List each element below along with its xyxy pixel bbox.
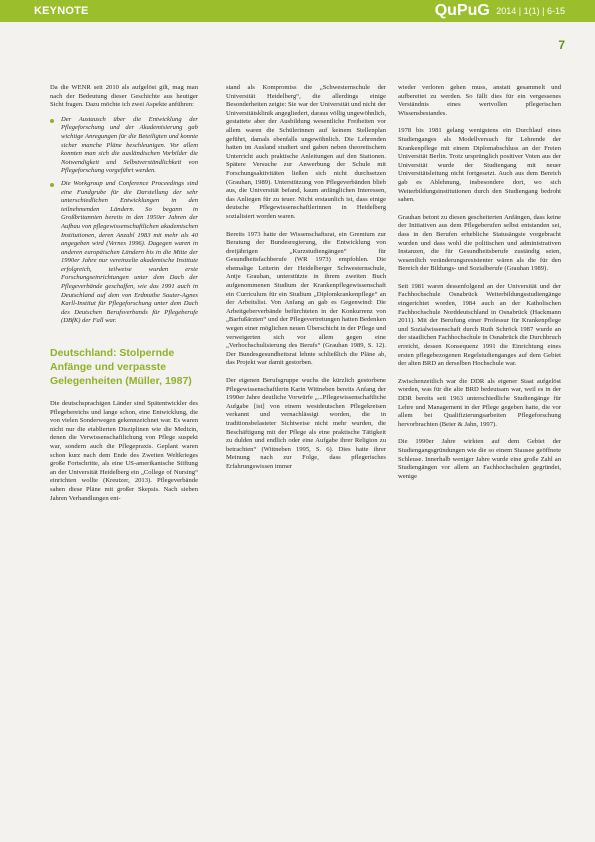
bullet-list bbox=[50, 116, 198, 326]
bullet-dot-icon bbox=[50, 119, 54, 123]
text-column-1 bbox=[50, 84, 198, 509]
bullet-item bbox=[50, 180, 198, 326]
journal-logo: QuPuG bbox=[434, 2, 490, 19]
bullet-text: Der Austausch über die Entwicklung der Pflegeforschung und der Akademisierung gab wichtige Anregungen für die Beteiligten und konnte sicher manche Pläne beschleunigen. Vor allem konnten man sich die ausländischen Vorbilder die Notwendigkeit und Selbstverständlichkeit von Pflegeforschung vorgeführt werden. bbox=[61, 115, 198, 175]
text-column-3 bbox=[398, 84, 561, 487]
body-paragraph: Bereits 1973 hatte der Wissenschaftsrat, ein Gremium zur Beratung der Bundesregierung, die Entwicklung von dreijährigen „Kurzstudiengängen“ für Gesundheitsfachberufe (WR 1973) empfohlen. Die ehemalige Leiterin der Heidelberger Schwesternschule, Antje Grauhan, unterstützte in ihrem zweiten Buch aufgenommenen Studium der Krankenpflegewissenschaft ein Curriculum für ein Studium „Diplomkrankenpflege“ an der Arbeitslist. Von Anfang an gab es Gegenwind: Die Arbeitgeberverbände befürchteten in der Konkurrenz von „Barfußärzten“ und der Pflegevertretungen hatten Bedenken wegen einer möglichen neuen Überschicht in der Pflege und verweigerten sich vor allem gegen eine „Verhochschulisierung des Berufs“ (Grauhan 1989, S. 12). Der Bundesgesundheitsrat lehnte schließlich die Pläne ab, das Projekt war damit gestorben. bbox=[226, 230, 386, 367]
header-bar bbox=[0, 0, 595, 22]
body-paragraph: Zwischenzeitlich war die DDR als eigener Staat aufgelöst worden, was für die alte BRD bedeutsam war, weil es in der DDR bereits seit 1963 unterschiedliche Studiengänge für Lehre und Management in der Pflege gegeben hatte, die vor allem bei Qualifizierungsarbeiten Pflegeforschung hervorbrachten (Beier & Jahn, 1997). bbox=[398, 377, 561, 428]
body-paragraph: stand als Kompromiss die „Schwesternschule der Universität Heidelberg“, die allerdings einige Besonderheiten zeigte: Sie war der Universität und nicht der Universitätsklinik angegliedert, daraus völlig ungewöhnlich, gestattete aber der Ausbildung wesentliche Freiheiten vor allem waren die Schülerinnen auf keinem Stellenplan geführt, damals ebenfalls ungewöhnlich. Die Lehrenden hatten im Ausland studiert und gaben neben theoretischem Unterricht auch praktische Anleitungen auf den Stationen. Spätere Versuche zur Anwerbung der Schule mit Forschungsaktivitäten ließen sich nicht durchsetzen (Grauhan, 1989). Unterstützung von Pflegeverbänden blieb aus, die Universität befand, kaum anfänglichen Interessen, das Anliegen für zu teuer. Nicht erstaunlich ist, dass einige deutsche Pflegewissenschaftlerinnen in Heidelberg sozialisiert worden waren. bbox=[226, 84, 386, 220]
body-paragraph: Die 1990er Jahre wirkten auf dem Gebiet der Studiengangsgründungen wie die so einem Stausee geöffnete Schleuse. Innerhalb weniger Jahre wurde eine große Zahl an Studiengängen vor allem an Fachhochschulen gegründet, wenige bbox=[398, 438, 561, 480]
body-paragraph: 1978 bis 1981 gelang wenigstens ein Durchlauf eines Studienganges als Modellversuch für Lehrende der Krankenpflege mit einem Diplomabschluss an der Freien Universität Berlin. Trotz ursprünglich positiver Voten aus der Universität wurde der Studiengang mit neuer Universitätsleitung nicht fortgesetzt. Auch aus dem Bereich gab es Ablehnung, insbesondere dort, wo sich Weiterbildungsinstitutionen durch den Studiengang bedroht sahen. bbox=[398, 127, 561, 204]
bullet-dot-icon bbox=[50, 183, 54, 187]
bullet-item bbox=[50, 116, 198, 176]
bullet-text: Die Workgroup und Conference Proceedings sind eine Fundgrube für die Darstellung der sehr unterschiedlichen Entwicklungen in den teilnehmenden Ländern. So begann in Großbritannien bereits in den 1950er Jahren der Aufbau von pflegewissenschaftlichen akademischen Institutionen, deren Anzahl 1983 mit mehr als 40 angegeben wird (Vernes 1996). Dagegen waren in anderen europäischen Ländern bis in die Mitte der 1990er Jahre nur vereinzelte akademische Institute erfolgreich, teilweise wurden erste Forschungseinrichtungen unter dem Dach der Pflegeverbände geschaffen, wie das 1991 auch in Deutschland auf dem von Erdmuthe Sauter-Agnes Karll-Institut für Pflegeforschung unter dem Dach des Deutschen Berufsverbands für Pflegeberufe (DBfK) der Fall war. bbox=[61, 179, 198, 325]
journal-reference bbox=[435, 2, 565, 20]
body-paragraph: Der eigenen Berufsgruppe wuchs die kürzlich gestorbene Pflegewissenschaftlerin Karin Wittneben bereits Anfang der 1990er Jahre deutliche Vorwürfe „...Pflegewissenschaftliche Aufgabe [ist] von einem westdeutschen Pflegekreisen verkannt und vernachlässigt worden, die in traditionsbelasteter Sichtweise nicht mehr wurden, die Beschäftigung mit der Pflege als eine praktische Tätigkeit zu dulden und endlich oder eine Aufgabe ihrer Religion zu betrachten“ (Wittneben 1995, S. 6). Dies hatte ihrer Meinung nach zur Folge, dass pflegerisches Erfahrungswissen immer bbox=[226, 377, 386, 470]
section-heading: Deutschland: Stolpernde Anfänge und verpasste Gelegenheiten (Müller, 1987) bbox=[50, 347, 192, 388]
body-paragraph: Seit 1981 waren dessenfolgend an der Universität und der Fachhochschule Osnabrück Weiterbildungsstudiengänge eingerichtet worden, 1984 auch an der Katholischen Fachhochschule Norddeutschland in Osnabrück (Hackmann 2011). Mit der Berufung einer Professur für Krankenpflege und Sozialwissenschaft durch Ruth Schröck 1987 wurde an der staatlichen Fachhochschule in Osnabrück die Durchbruch erreicht, dessen Konsequenz 1991 die Einrichtung eines ersten pflegebezogenen Regelstudienganges auf dem Gebiet der alten BRD an derselben Hochschule war. bbox=[398, 282, 561, 368]
journal-issue: 2014 | 1(1) | 6-15 bbox=[496, 6, 565, 16]
section-label: KEYNOTE bbox=[34, 5, 89, 17]
intro-paragraph: Da die WENR seit 2010 als aufgelöst gilt, mag man nach der Bedeutung dieser Geschichte aus heutiger Sicht fragen. Dazu möchte ich zwei Aspekte anführen: bbox=[50, 84, 198, 109]
body-paragraph: wieder verloren gehen muss, anstatt gesammelt und aufbereitet zu werden. So fällt dies für ein vergessenes Verständnis eines wertvollen pflegerischen Wissensbestandes. bbox=[398, 84, 561, 117]
text-column-2 bbox=[226, 84, 386, 478]
body-paragraph: Die deutschsprachigen Länder sind Spätentwickler des Pflegebereichs und lange schon, eine Entwicklung, die von vielen Sonderwegen gekennzeichnet war. Es waren nicht nur die etablierten Disziplinen wie die Medizin, denen die Verwissenschaftlichung von Pflege suspekt war, sondern auch die Pflegepraxis. Geplant waren schon kurz nach dem Ende des Zweiten Weltkrieges große Fortschritte, als eine US-amerikanische Stiftung an der Universität Heidelberg ein „College of Nursing“ einrichten wollte (Kreutzer, 2013). Pflegeverbände sahen diese Pläne mit großer Skepsis. Nach sieben Jahren Verhandlungen ent- bbox=[50, 400, 198, 502]
page-number: 7 bbox=[558, 38, 565, 52]
body-paragraph: Grauhan betont zu diesen gescheiterten Anfängen, dass keine der Initiativen aus dem Pflegeberufen selbst entstanden sei, dass in den Berufen erhebliche Statusängste vorgebracht wurden und dass wohl die politischen und administrativen Instanzen, die für Gesundheitsberufe zuständig seien, wesentlich veränderungsresistenter wären als die für den Bereich der Bildungs- und Sozialberufe (Grauhan 1989). bbox=[398, 213, 561, 273]
